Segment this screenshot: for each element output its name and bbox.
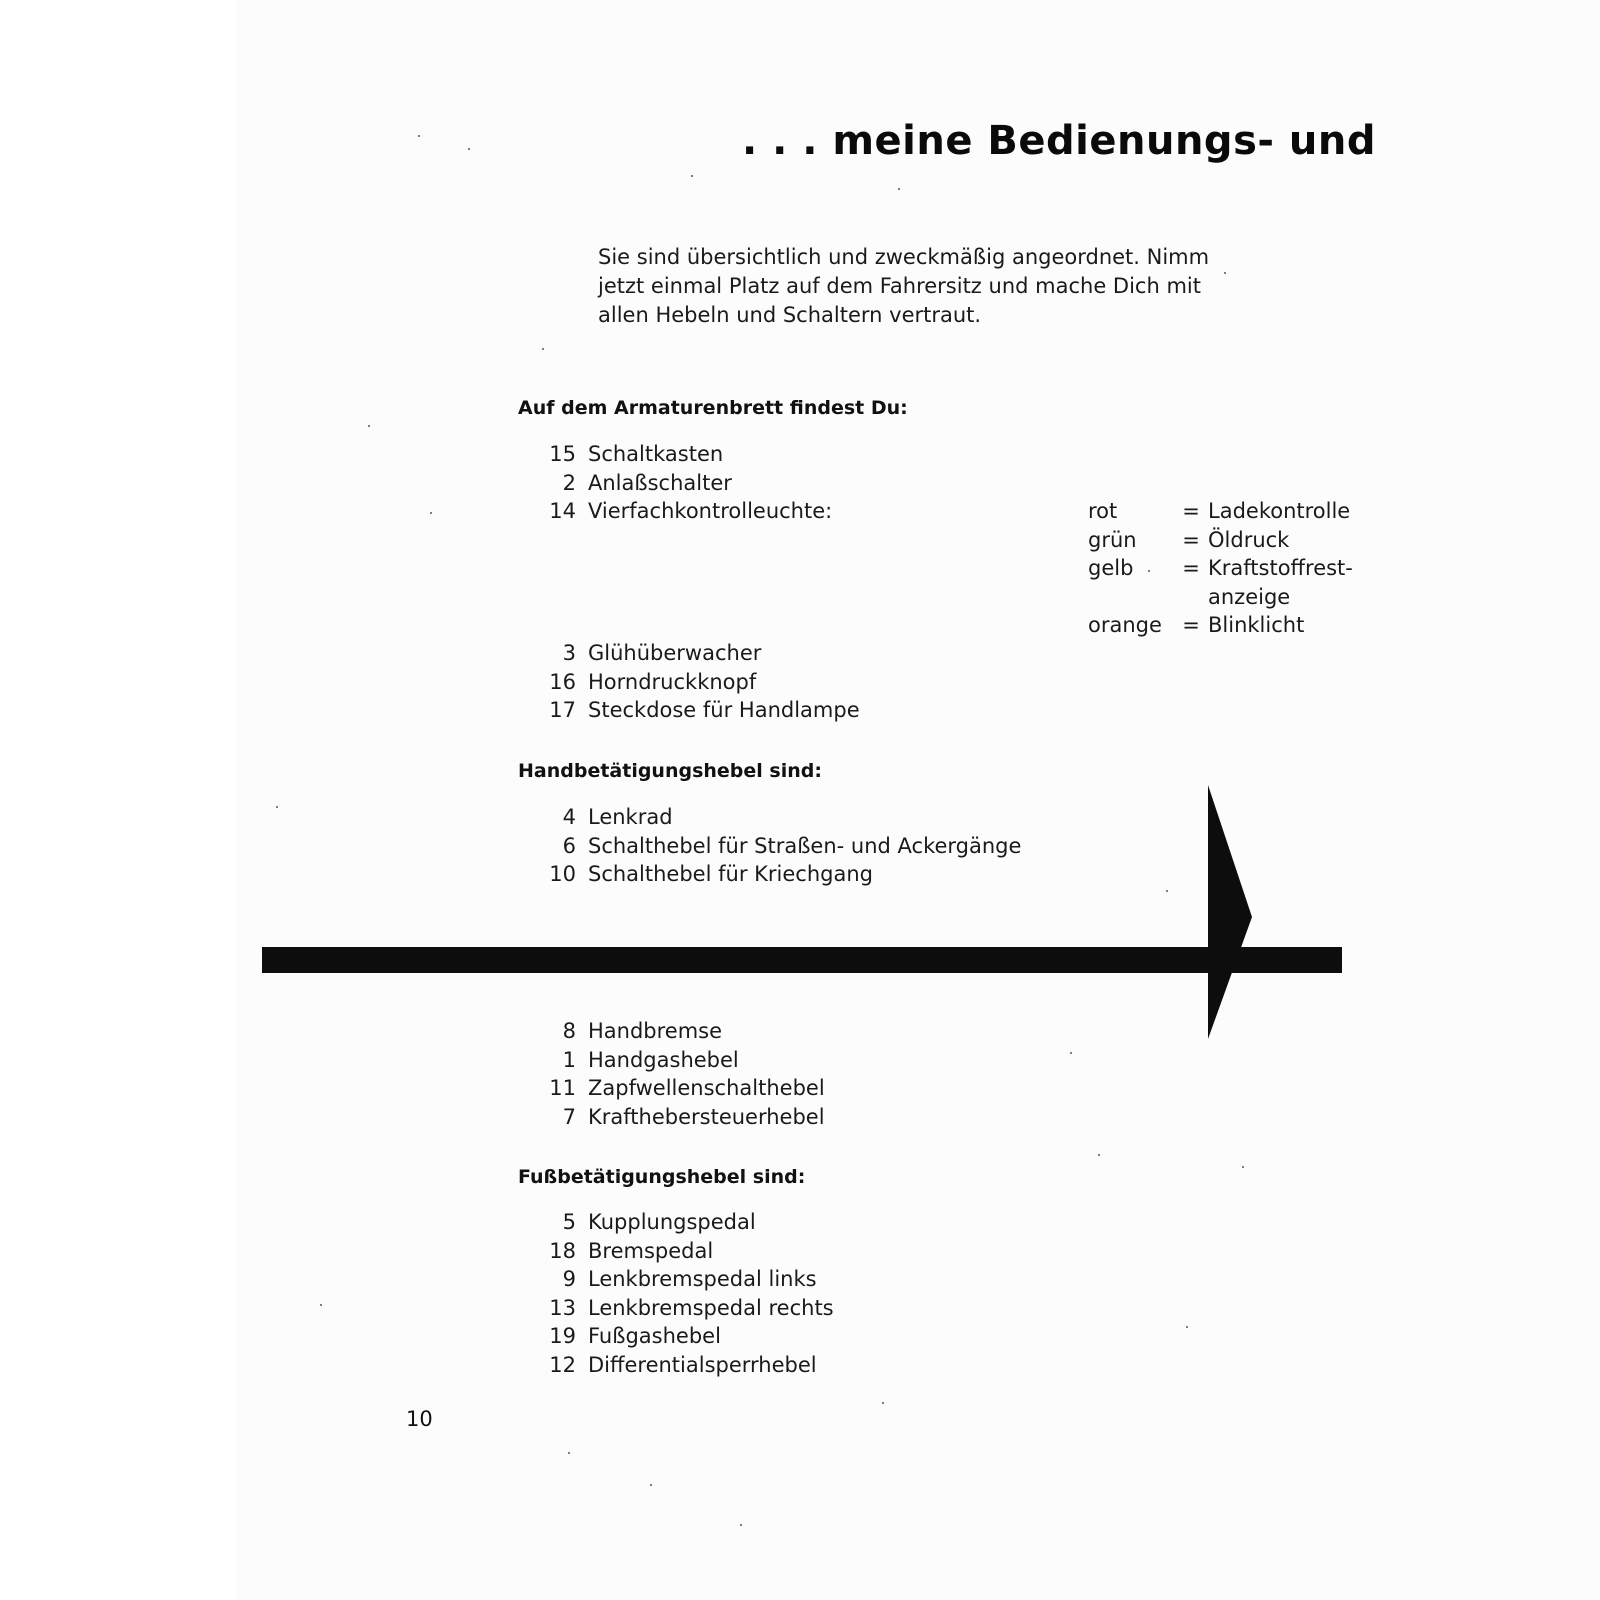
item-number: 5: [562, 1210, 576, 1234]
dashboard-list-continued: [536, 639, 860, 725]
list-item: [536, 1074, 825, 1103]
intro-line: jetzt einmal Platz auf dem Fahrersitz und mache Dich mit: [598, 274, 1201, 298]
scan-speck: [898, 188, 900, 190]
item-number: 7: [562, 1104, 576, 1129]
item-label: Lenkbremspedal rechts: [588, 1295, 834, 1320]
item-number: 1: [562, 1047, 576, 1072]
item-number: 4: [562, 805, 576, 829]
list-item: [536, 469, 832, 498]
item-label: Krafthebersteuerhebel: [588, 1104, 825, 1129]
item-number: 18: [549, 1238, 576, 1263]
item-label: Fußgashebel: [588, 1324, 721, 1348]
item-label: Lenkrad: [588, 805, 673, 829]
lamp-row: [1088, 526, 1353, 555]
item-number: 16: [549, 669, 576, 694]
item-label: Steckdose für Handlampe: [588, 698, 860, 722]
scan-speck: [650, 1484, 652, 1486]
item-label: Handbremse: [588, 1019, 723, 1043]
dashboard-list: [536, 440, 832, 526]
list-item: [536, 1294, 834, 1323]
item-number: 6: [562, 833, 576, 858]
list-item: [536, 1351, 834, 1380]
equals-sign: =: [1182, 499, 1200, 523]
scan-speck: [1242, 1166, 1244, 1168]
scan-speck: [1070, 1052, 1072, 1054]
list-item: [536, 1322, 834, 1351]
item-label: Handgashebel: [588, 1047, 739, 1072]
item-label: Kupplungspedal: [588, 1210, 756, 1234]
lamp-color: orange: [1088, 613, 1162, 637]
page-title: . . . meine Bedienungs- und: [742, 118, 1376, 164]
scan-speck: [276, 806, 278, 808]
intro-paragraph: [598, 243, 1218, 330]
lamp-row: [1088, 554, 1353, 583]
item-label: Lenkbremspedal links: [588, 1267, 817, 1291]
lamp-color: gelb: [1088, 556, 1134, 580]
scan-speck: [1166, 890, 1168, 892]
item-number: 14: [549, 499, 576, 523]
lamp-row: [1088, 497, 1353, 526]
scan-speck: [320, 1304, 322, 1306]
lamp-meaning: Kraftstoffrest-: [1208, 556, 1353, 580]
lamp-row: [1088, 583, 1353, 612]
list-item: [536, 639, 860, 668]
list-item: [536, 1046, 825, 1075]
item-label: Schalthebel für Kriechgang: [588, 862, 873, 886]
list-item: [536, 1237, 834, 1266]
scan-speck: [430, 512, 432, 514]
intro-line: Sie sind übersichtlich und zweckmäßig angeordnet. Nimm: [598, 245, 1210, 269]
item-label: Horndruckknopf: [588, 669, 757, 694]
equals-sign: =: [1182, 613, 1200, 637]
lamp-color: [1088, 583, 1174, 612]
item-number: 8: [562, 1019, 576, 1043]
list-item: [536, 1103, 825, 1132]
intro-line: allen Hebeln und Schaltern vertraut.: [598, 303, 982, 327]
item-number: 10: [549, 862, 576, 886]
list-item: [536, 1017, 825, 1046]
item-number: 12: [549, 1352, 576, 1377]
item-number: 13: [549, 1295, 576, 1320]
lamp-color: grün: [1088, 527, 1137, 552]
arrow-bar: [262, 947, 1342, 973]
scan-speck: [691, 175, 693, 177]
item-label: Anlaßschalter: [588, 470, 732, 495]
equals-sign: =: [1182, 556, 1200, 580]
list-item: [536, 1208, 834, 1237]
list-item: [536, 696, 860, 725]
list-item: [536, 440, 832, 469]
list-item: [536, 497, 832, 526]
item-number: 15: [549, 442, 576, 466]
lamp-color: rot: [1088, 499, 1118, 523]
list-item: [536, 668, 860, 697]
indicator-lamp-legend: [1088, 497, 1353, 640]
lamp-row: [1088, 611, 1353, 640]
page-number: 10: [406, 1407, 433, 1431]
lamp-meaning: Öldruck: [1208, 527, 1290, 552]
item-label: Bremspedal: [588, 1238, 714, 1263]
scan-speck: [1186, 1326, 1188, 1328]
foot-lever-list: [536, 1208, 834, 1379]
lamp-meaning: Ladekontrolle: [1208, 499, 1351, 523]
scan-speck: [1148, 570, 1150, 572]
item-label: Differentialsperrhebel: [588, 1352, 817, 1377]
manual-page: [236, 0, 1600, 1600]
lamp-meaning: Blinklicht: [1208, 613, 1305, 637]
section-heading-foot-levers: Fußbetätigungshebel sind:: [518, 1166, 806, 1188]
item-number: 17: [549, 698, 576, 722]
item-number: 3: [562, 641, 576, 665]
section-heading-dashboard: Auf dem Armaturenbrett findest Du:: [518, 397, 908, 419]
item-number: 11: [549, 1076, 576, 1100]
arrow-head: [1208, 785, 1252, 1039]
scan-speck: [418, 135, 420, 137]
item-label: Zapfwellenschalthebel: [588, 1076, 825, 1100]
item-number: 2: [562, 470, 576, 495]
item-label: Vierfachkontrolleuchte:: [588, 499, 833, 523]
scan-speck: [1224, 272, 1226, 274]
item-label: Schaltkasten: [588, 442, 724, 466]
scan-speck: [740, 1524, 742, 1526]
scan-speck: [1098, 1154, 1100, 1156]
scan-speck: [468, 148, 470, 150]
equals-sign: [1174, 583, 1208, 612]
item-number: 19: [549, 1324, 576, 1348]
scan-speck: [542, 348, 544, 350]
item-label: Schalthebel für Straßen- und Ackergänge: [588, 833, 1022, 858]
hand-lever-list-continued: [536, 1017, 825, 1131]
list-item: [536, 1265, 834, 1294]
equals-sign: =: [1182, 527, 1200, 552]
scan-speck: [368, 425, 370, 427]
lamp-meaning: anzeige: [1208, 584, 1291, 609]
section-heading-hand-levers: Handbetätigungshebel sind:: [518, 760, 822, 782]
scan-speck: [568, 1452, 570, 1454]
item-label: Glühüberwacher: [588, 641, 762, 665]
scan-speck: [882, 1402, 884, 1404]
page-margin: [0, 0, 236, 1600]
arrow-divider-icon: [262, 785, 1342, 1045]
item-number: 9: [562, 1267, 576, 1291]
